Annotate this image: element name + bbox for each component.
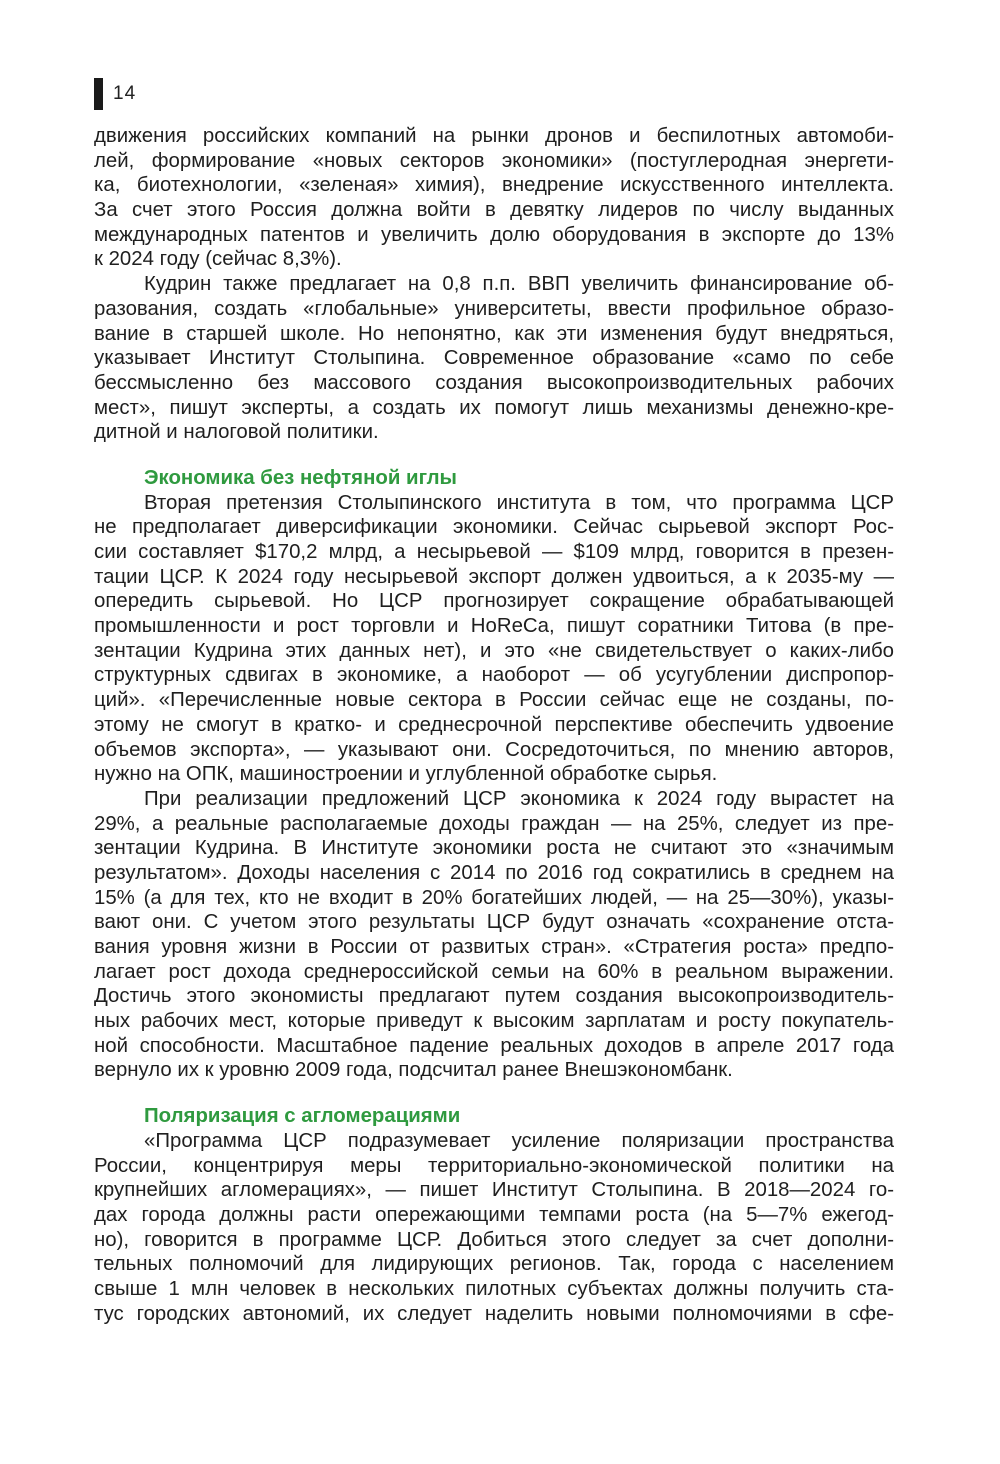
text-line: Вторая претензия Столыпинского института в том, что программа ЦСР: [144, 491, 894, 514]
text-line: промышленности и рост торговли и HoReCa, пишут соратники Титова (в пре-: [94, 615, 894, 638]
text-line: 29%, а реальные располагаемые доходы граждан — на 25%, следует из пре-: [94, 812, 894, 835]
text-line: движения российских компаний на рынки дронов и беспилотных автомоби-: [94, 125, 894, 147]
text-line: тельных полномочий для лидирующих регионов. Так, города с населением: [94, 1253, 894, 1276]
text-line: дитной и налоговой политики.: [94, 421, 379, 444]
text-line: бессмысленно без массового создания высокопроизводительных рабочих: [94, 371, 894, 394]
text-line: этому не смогут в кратко- и среднесрочной перспективе обеспечить удвоение: [94, 713, 894, 736]
text-line: вания уровня жизни в России от развитых стран». «Стратегия роста» предпо-: [94, 936, 894, 958]
text-line: сии составляет $170,2 млрд, а несырьевой — $109 млрд, говорится в презен-: [94, 541, 894, 563]
paragraph: [94, 491, 894, 787]
text-line: тации ЦСР. К 2024 году несырьевой экспорт должен удвоиться, а к 2035-му —: [94, 565, 894, 588]
text-line: дах города должны расти опережающими темпами роста (на 5—7% ежегод-: [94, 1203, 894, 1226]
text-line: нужно на ОПК, машиностроении и углубленной обработке сырья.: [94, 763, 718, 786]
text-line: 15% (а для тех, кто не входит в 20% богатейших людей, — на 25—30%), указы-: [94, 886, 894, 909]
text-line: международных патентов и увеличить долю оборудования в экспорте до 13%: [94, 223, 894, 246]
paragraph: [94, 272, 894, 445]
text-line: к 2024 году (сейчас 8,3%).: [94, 248, 342, 271]
paragraph: [94, 1129, 894, 1327]
text-line: разования, создать «глобальные» университеты, ввести профильное образо-: [94, 297, 894, 320]
text-line: При реализации предложений ЦСР экономика к 2024 году вырастет на: [144, 787, 894, 810]
text-line: Достичь этого экономисты предлагают путем создания высокопроизводитель-: [94, 985, 894, 1008]
page-header: [94, 78, 136, 110]
text-line: указывает Институт Столыпина. Современное образование «само по себе: [94, 347, 894, 370]
paragraph: [94, 124, 894, 272]
text-line: лагает рост дохода среднероссийской семьи на 60% в реальном выражении.: [94, 960, 894, 983]
text-line: Кудрин также предлагает на 0,8 п.п. ВВП увеличить финансирование об-: [144, 273, 894, 296]
paragraph: [94, 787, 894, 1083]
text-line: ций». «Перечисленные новые сектора в России сейчас еще не созданы, по-: [94, 689, 894, 712]
text-line: ка, биотехнологии, «зеленая» химия), внедрение искусственного интеллекта.: [94, 174, 894, 197]
text-line: не предполагает диверсификации экономики. Сейчас сырьевой экспорт Рос-: [94, 516, 894, 539]
section-heading: Поляризация с агломерациями: [144, 1105, 461, 1128]
page-number: 14: [113, 83, 137, 104]
text-line: За счет этого Россия должна войти в девятку лидеров по числу выданных: [94, 199, 894, 222]
text-line: объемов экспорта», — указывают они. Сосредоточиться, по мнению авторов,: [94, 738, 894, 761]
text-line: свыше 1 млн человек в нескольких пилотных субъектах должны получить ста-: [94, 1277, 894, 1300]
text-line: мест», пишут эксперты, а создать их помогут лишь механизмы денежно-кре-: [94, 396, 894, 419]
text-line: зентации Кудрина. В Институте экономики роста не считают это «значимым: [94, 837, 894, 860]
text-line: тус городских автономий, их следует наделить новыми полномочиями в сфе-: [94, 1302, 894, 1325]
text-line: лей, формирование «новых секторов экономики» (постуглеродная энергети-: [94, 149, 894, 172]
text-line: результатом». Доходы населения с 2014 по 2016 год сократились в среднем на: [94, 861, 894, 884]
text-line: зентации Кудрина этих данных нет), и это «не свидетельствует о каких-либо: [94, 639, 894, 662]
page-marker-bar: [94, 78, 103, 110]
text-line: опередить сырьевой. Но ЦСР прогнозирует сокращение обрабатывающей: [94, 590, 894, 613]
text-line: вернуло их к уровню 2009 года, подсчитал ранее Внешэкономбанк.: [94, 1059, 733, 1082]
text-line: ных рабочих мест, которые приведут к высоким зарплатам и росту покупатель-: [94, 1010, 894, 1033]
text-line: «Программа ЦСР подразумевает усиление поляризации пространства: [144, 1129, 894, 1152]
article-body: [94, 124, 894, 1326]
text-line: вание в старшей школе. Но непонятно, как эти изменения будут внедряться,: [94, 322, 894, 345]
text-line: ной способности. Масштабное падение реальных доходов в апреле 2017 года: [94, 1034, 894, 1057]
text-line: России, концентрируя меры территориально-экономической политики на: [94, 1154, 894, 1177]
text-line: структурных сдвигах в экономике, а наоборот — об усугублении диспропор-: [94, 664, 894, 687]
section-heading: Экономика без нефтяной иглы: [144, 466, 457, 489]
text-line: вают они. С учетом этого результаты ЦСР будут означать «сохранение отста-: [94, 911, 894, 934]
text-line: крупнейших агломерациях», — пишет Институт Столыпина. В 2018—2024 го-: [94, 1179, 894, 1202]
text-line: но), говорится в программе ЦСР. Добиться этого следует за счет дополни-: [94, 1228, 894, 1251]
